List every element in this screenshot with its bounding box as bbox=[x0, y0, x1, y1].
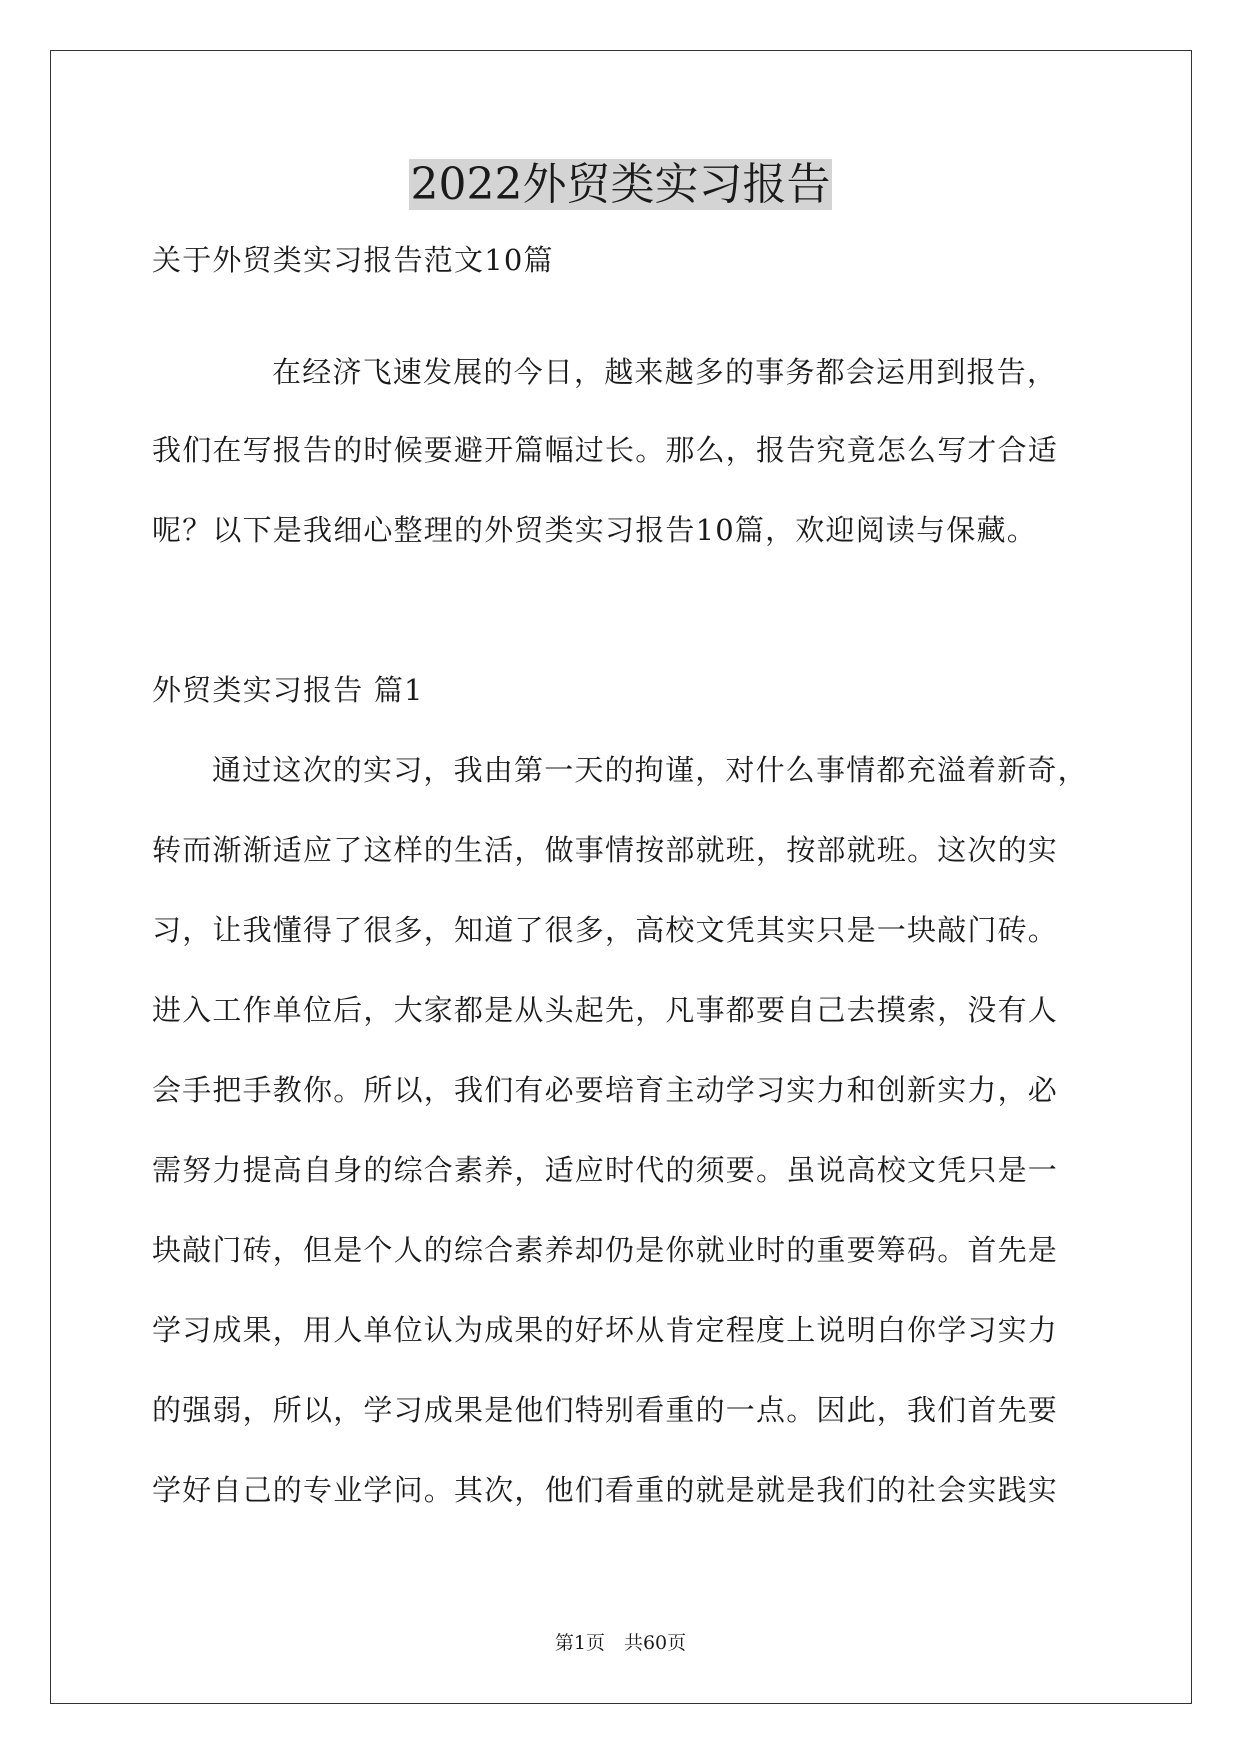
body-line: 的强弱，所以，学习成果是他们特别看重的一点。因此，我们首先要 bbox=[152, 1393, 1059, 1427]
section-heading: 外贸类实习报告 篇1 bbox=[152, 673, 424, 707]
document-subtitle: 关于外贸类实习报告范文10篇 bbox=[152, 243, 554, 277]
body-line: 块敲门砖，但是个人的综合素养却仍是你就业时的重要筹码。首先是 bbox=[152, 1233, 1059, 1267]
page-border bbox=[50, 50, 1192, 1704]
intro-line: 呢？以下是我细心整理的外贸类实习报告10篇，欢迎阅读与保藏。 bbox=[152, 513, 1037, 547]
body-line: 转而渐渐适应了这样的生活，做事情按部就班，按部就班。这次的实 bbox=[152, 833, 1059, 867]
page-footer: 第1页 共60页 bbox=[554, 1632, 687, 1654]
document-title bbox=[0, 155, 1241, 215]
intro-line: 在经济飞速发展的今日，越来越多的事务都会运用到报告， bbox=[272, 355, 1058, 389]
body-line: 会手把手教你。所以，我们有必要培育主动学习实力和创新实力，必 bbox=[152, 1073, 1059, 1107]
body-line: 学好自己的专业学问。其次，他们看重的就是就是我们的社会实践实 bbox=[152, 1473, 1059, 1507]
intro-line: 我们在写报告的时候要避开篇幅过长。那么，报告究竟怎么写才合适 bbox=[152, 433, 1059, 467]
document-title-text: 2022外贸类实习报告 bbox=[410, 159, 831, 210]
body-line: 需努力提高自身的综合素养，适应时代的须要。虽说高校文凭只是一 bbox=[152, 1153, 1059, 1187]
body-line: 通过这次的实习，我由第一天的拘谨，对什么事情都充溢着新奇， bbox=[212, 753, 1088, 787]
body-line: 习，让我懂得了很多，知道了很多，高校文凭其实只是一块敲门砖。 bbox=[152, 913, 1059, 947]
body-line: 进入工作单位后，大家都是从头起先，凡事都要自己去摸索，没有人 bbox=[152, 993, 1059, 1027]
body-line: 学习成果，用人单位认为成果的好坏从肯定程度上说明白你学习实力 bbox=[152, 1313, 1059, 1347]
